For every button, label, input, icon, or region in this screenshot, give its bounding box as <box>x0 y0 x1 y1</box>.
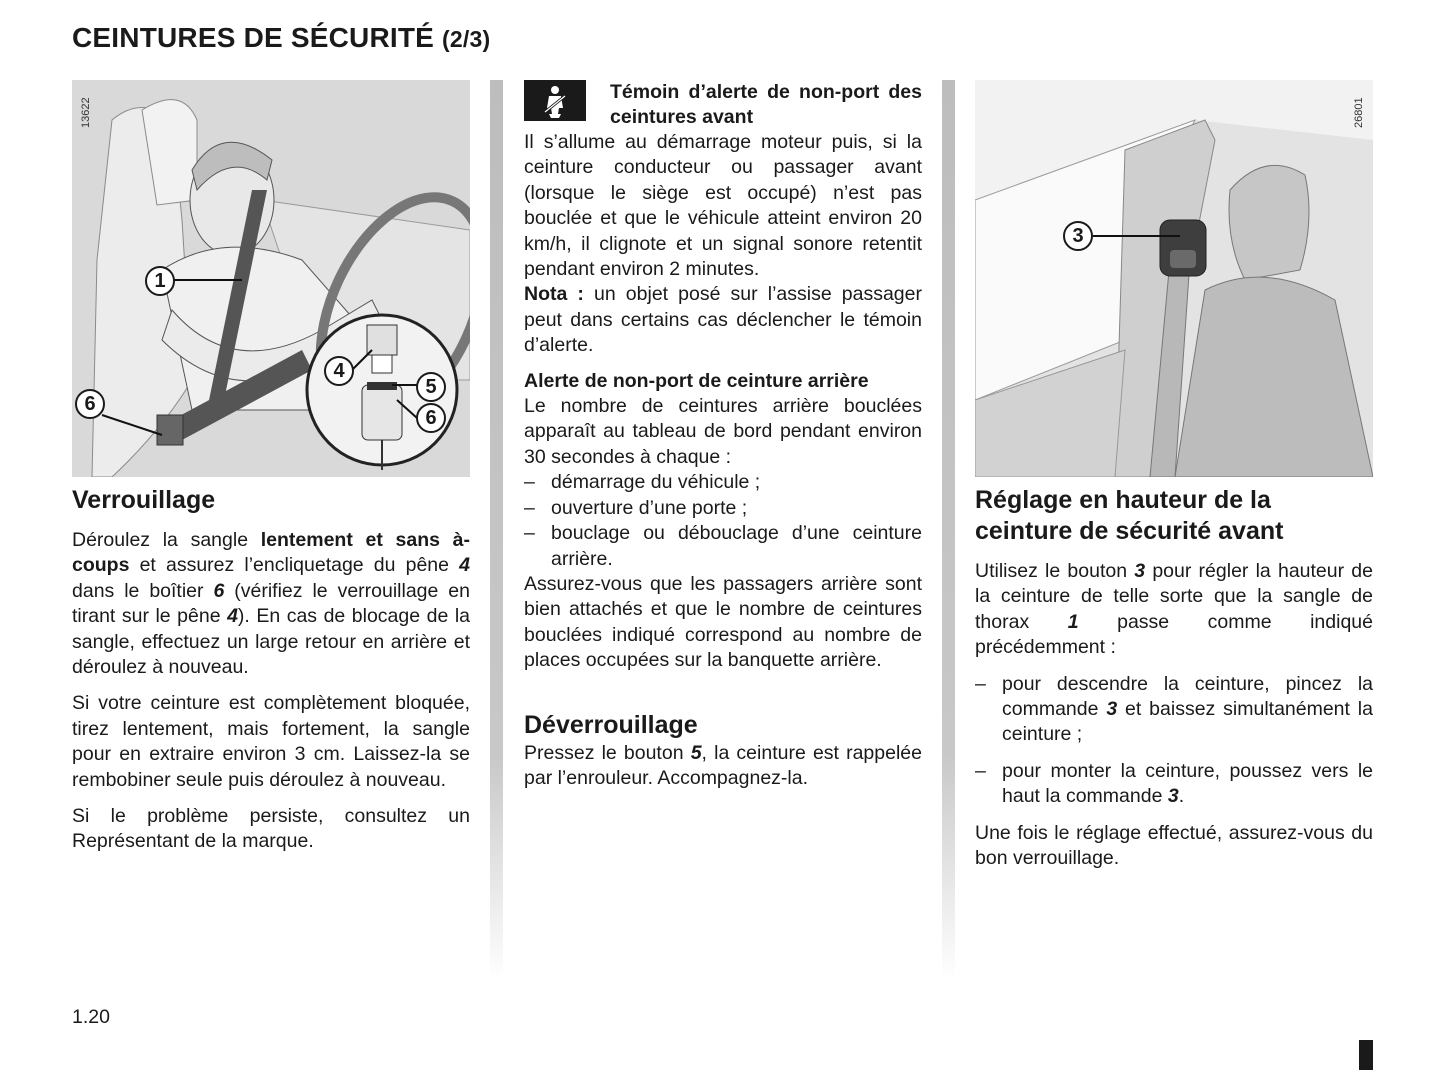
list-item: – pour monter la ceinture, poussez vers le haut la commande 3. <box>975 759 1373 810</box>
section-heading-height-adjust: Réglage en hauteur de la ceinture de sécurité avant <box>975 486 1284 545</box>
column-divider <box>490 80 503 980</box>
callout-3: 3 <box>1063 221 1093 251</box>
callout-4: 4 <box>324 356 354 386</box>
warning-title: Témoin d’alerte de non-port des ceintures avant <box>610 81 922 128</box>
height-intro: Utilisez le bouton 3 pour régler la hauteur de la ceinture de telle sorte que la sangle de thorax 1 passe comme indiqué précédemment : <box>975 560 1373 659</box>
column-divider <box>942 80 955 980</box>
seatbelt-driver-illustration <box>72 80 470 477</box>
callout-1: 1 <box>145 266 175 296</box>
seatbelt-height-illustration <box>975 80 1373 477</box>
rear-warning-list <box>524 470 922 572</box>
nota-paragraph: Nota : un objet posé sur l’assise passager peut dans certains cas déclencher le témoin d’alerte. <box>524 283 922 357</box>
column-locking <box>72 80 470 855</box>
driver-seatbelt-drawing <box>72 80 470 477</box>
locking-paragraph-1: Déroulez la sangle lentement et sans à-coups et assurez l’encliquetage du pêne 4 dans le boîtier 6 (vérifiez le verrouillage en tirant sur le pêne 4). En cas de blocage de la sangle, effectuez un large retour en arrière et déroulez à nouveau. <box>72 529 471 679</box>
list-item: – pour descendre la ceinture, pincez la commande 3 et baissez simultanément la ceinture ; <box>975 672 1373 748</box>
callout-6: 6 <box>75 389 105 419</box>
list-item: – ouverture d’une porte ; <box>524 496 922 521</box>
locking-paragraph-2: Si votre ceinture est complètement bloquée, tirez lentement, mais fortement, la sangle pour en extraire environ 3 cm. Laissez-la se rembobiner seule puis déroulez à nouveau. <box>72 692 470 791</box>
rear-warning-after: Assurez-vous que les passagers arrière sont bien attachés et que le nombre de ceintures bouclées indiqué correspond au nombre de places occupées sur la banquette arrière. <box>524 572 922 672</box>
column-warnings <box>524 80 922 791</box>
pillar-seatbelt-drawing <box>975 80 1373 477</box>
rear-warning-title: Alerte de non-port de ceinture arrière <box>524 369 869 392</box>
section-heading-locking: Verrouillage <box>72 486 216 514</box>
unlocking-text: Pressez le bouton 5, la ceinture est rappelée par l’enrouleur. Accompagnez-la. <box>524 741 922 789</box>
warning-text: Il s’allume au démarrage moteur puis, si la ceinture conducteur ou passager avant (lorsque le siège est occupé) n’est pas bouclée et que le véhicule atteint environ 20 km/h, il clignote et un signal sonore retentit pendant environ 2 minutes. <box>524 131 922 281</box>
seatbelt-warning-icon <box>524 80 586 121</box>
height-adjust-list <box>975 672 1373 810</box>
callout-5: 5 <box>416 372 446 402</box>
figure-code: 26801 <box>1353 97 1365 128</box>
warning-block-header <box>524 80 922 130</box>
figure-code: 13622 <box>80 97 92 128</box>
page-title: CEINTURES DE SÉCURITÉ (2/3) <box>72 22 491 53</box>
page-number: 1.20 <box>72 1006 110 1028</box>
column-height-adjust <box>975 80 1373 871</box>
callout-6: 6 <box>416 403 446 433</box>
list-item: – démarrage du véhicule ; <box>524 470 922 495</box>
thumb-index-tab <box>1359 1040 1373 1070</box>
rear-warning-text: Le nombre de ceintures arrière bouclées apparaît au tableau de bord pendant environ 30 secondes à chaque : <box>524 395 922 468</box>
locking-paragraph-3: Si le problème persiste, consultez un Représentant de la marque. <box>72 805 470 853</box>
height-outro: Une fois le réglage effectué, assurez-vous du bon verrouillage. <box>975 821 1373 870</box>
list-item: – bouclage ou débouclage d’une ceinture arrière. <box>524 521 922 572</box>
section-heading-unlocking: Déverrouillage <box>524 710 698 739</box>
